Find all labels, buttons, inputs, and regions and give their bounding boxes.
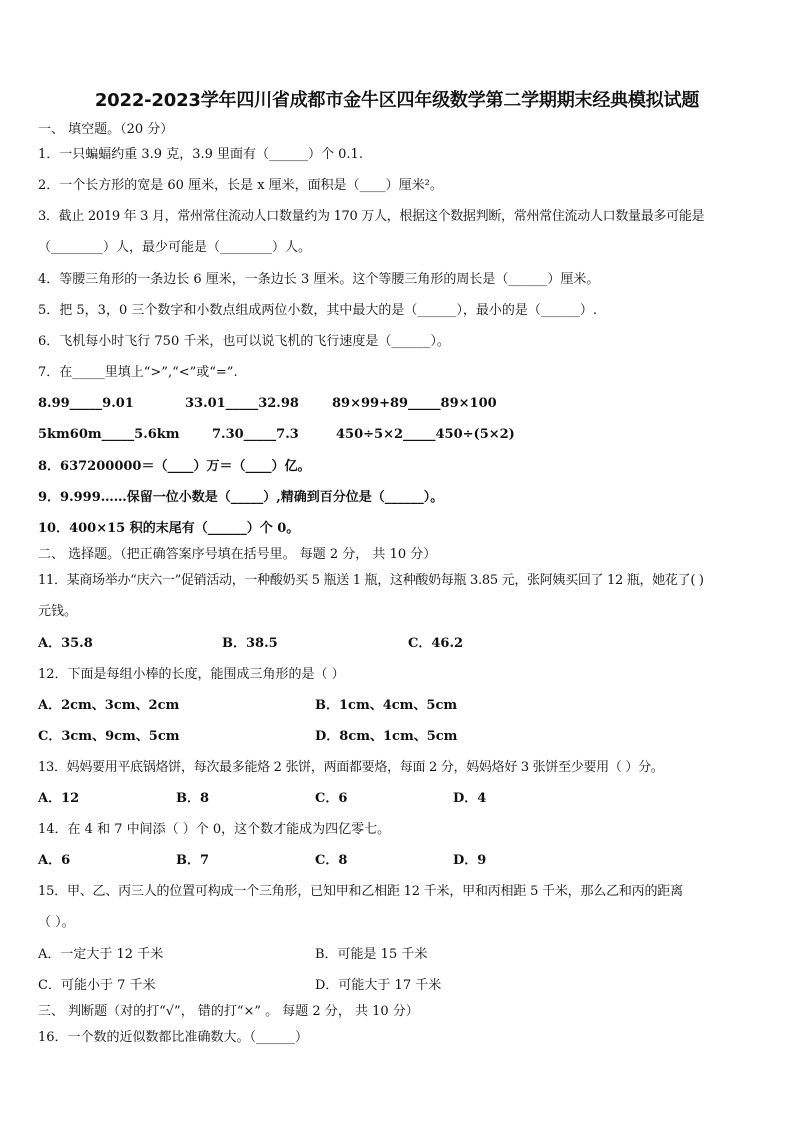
option-b: B．1cm、4cm、5cm [315,698,458,713]
question-6: 6．飞机每小时飞行 750 千米，也可以说飞机的飞行速度是（______）。 [38,334,450,349]
option-d: D．8cm、1cm、5cm [315,729,458,744]
option-c: C．6 [315,791,348,806]
option-d: D．可能大于 17 千米 [315,978,442,993]
question-10: 10．400×15 积的末尾有（______）个 0。 [38,521,300,536]
page-title: 2022-2023学年四川省成都市金牛区四年级数学第二学期期末经典模拟试题 [94,90,700,111]
compare-item: 33.01_____32.98 [185,396,299,411]
option-a: A．6 [38,853,71,868]
question-14: 14．在 4 和 7 中间添（ ）个 0，这个数才能成为四亿零七。 [38,822,391,837]
option-b: B．38.5 [222,636,278,651]
question-12: 12．下面是每组小棒的长度，能围成三角形的是（ ） [38,667,345,682]
option-a: A．35.8 [38,636,93,651]
option-c: C．46.2 [408,636,464,651]
option-b: B．可能是 15 千米 [315,947,428,962]
question-2: 2．一个长方形的宽是 60 厘米，长是 x 厘米，面积是（____）厘米²。 [38,178,443,193]
option-a: A．一定大于 12 千米 [38,947,164,962]
question-5: 5．把 5，3，0 三个数字和小数点组成两位小数，其中最大的是（______），最小的是（______）. [38,303,597,318]
question-4: 4．等腰三角形的一条边长 6 厘米，一条边长 3 厘米。这个等腰三角形的周长是（______）厘米。 [38,272,600,287]
option-d: D．4 [453,791,487,806]
question-11-line-2: 元钱。 [38,604,78,619]
section-2-heading: 二、 选择题。（把正确答案序号填在括号里。 每题 2 分， 共 10 分） [38,547,437,562]
compare-item: 5km60m_____5.6km [38,427,180,442]
option-c: C．3cm、9cm、5cm [38,729,180,744]
option-a: A．12 [38,791,80,806]
question-9: 9．9.999……保留一位小数是（_____）,精确到百分位是（______）。 [38,490,444,505]
question-3-line-2: （________）人，最少可能是（________）人。 [38,240,312,255]
question-11-line-1: 11．某商场举办“庆六一”促销活动，一种酸奶买 5 瓶送 1 瓶，这种酸奶每瓶 3.85 元，张阿姨买回了 12 瓶，她花了( ) [38,573,704,588]
option-a: A．2cm、3cm、2cm [38,698,180,713]
question-8: 8．637200000＝（____）万＝（____）亿。 [38,459,311,474]
option-d: D．9 [453,853,487,868]
option-b: B．8 [176,791,210,806]
question-13: 13．妈妈要用平底锅烙饼，每次最多能烙 2 张饼，两面都要烙，每面 2 分，妈妈烙好 3 张饼至少要用（ ）分。 [38,760,664,775]
question-15-line-1: 15．甲、乙、丙三人的位置可构成一个三角形，已知甲和乙相距 12 千米，甲和丙相距 5 千米，那么乙和丙的距离 [38,884,683,899]
option-c: C．可能小于 7 千米 [38,978,156,993]
question-3-line-1: 3．截止 2019 年 3 月，常州常住流动人口数量约为 170 万人，根据这个数据判断，常州常住流动人口数量最多可能是 [38,209,705,224]
question-16: 16．一个数的近似数都比准确数大。（______） [38,1030,309,1045]
option-b: B．7 [176,853,210,868]
section-1-heading: 一、 填空题。（20 分） [38,122,174,137]
compare-item: 450÷5×2_____450÷(5×2) [336,427,515,442]
question-1: 1．一只蝙蝠约重 3.9 克，3.9 里面有（______）个 0.1. [38,147,363,162]
compare-item: 8.99_____9.01 [38,396,134,411]
option-c: C．8 [315,853,348,868]
compare-item: 7.30_____7.3 [212,427,299,442]
question-15-line-2: （ ）。 [38,915,75,930]
question-7-stem: 7．在_____里填上“>”,“<”或“=”. [38,365,238,380]
compare-item: 89×99+89_____89×100 [332,396,497,411]
section-3-heading: 三、 判断题（对的打“√”， 错的打“×” 。 每题 2 分， 共 10 分） [38,1004,419,1019]
